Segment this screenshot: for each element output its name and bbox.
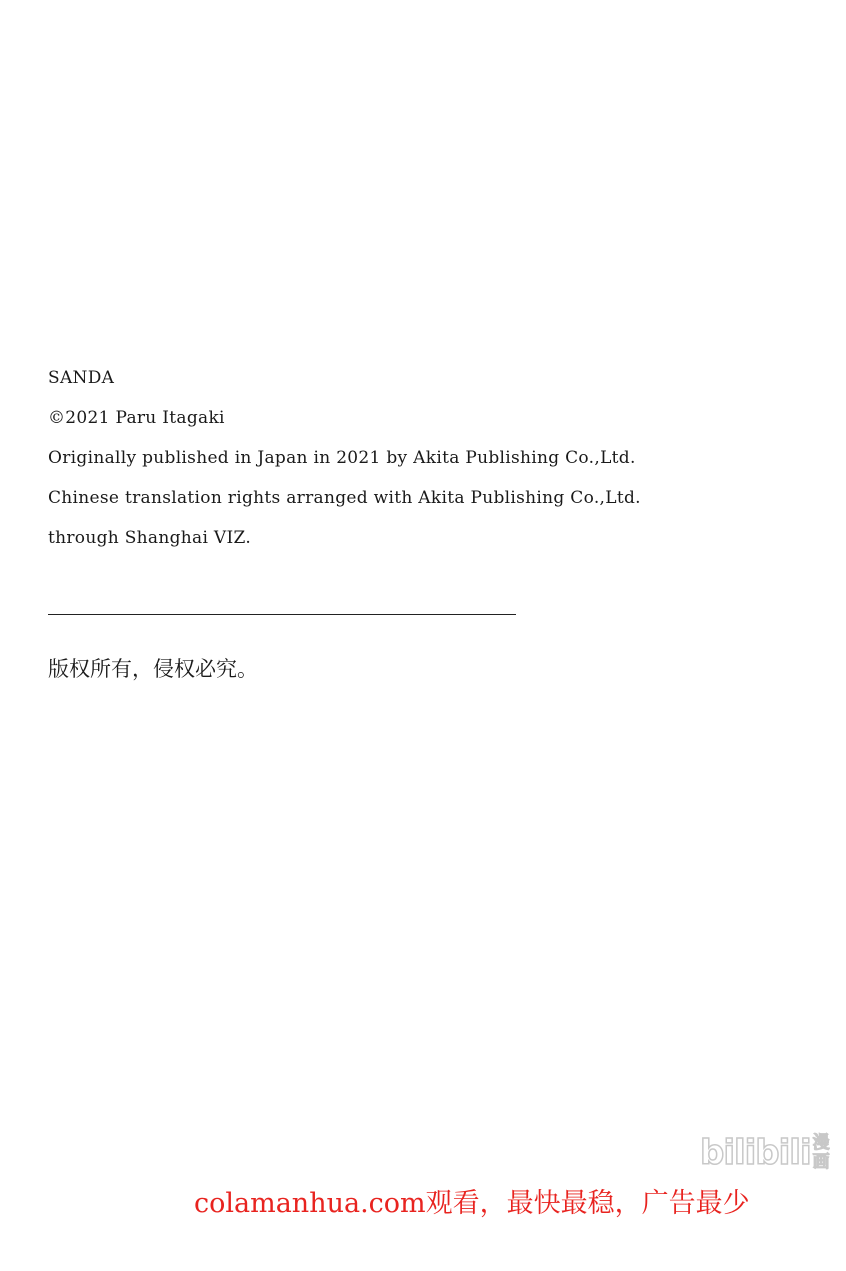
- credit-copyright: ©2021 Paru Itagaki: [48, 408, 225, 428]
- rights-notice: 版权所有，侵权必究。: [48, 657, 258, 681]
- credit-agency: through Shanghai VIZ.: [48, 528, 252, 548]
- divider-line: [48, 614, 516, 615]
- credit-title: SANDA: [48, 368, 115, 388]
- manhua-logo-mark: [813, 1134, 830, 1172]
- copyright-credits: [48, 358, 641, 558]
- bilibili-logo-word: bilibili: [700, 1133, 811, 1173]
- logo-cjk-top: 漫: [812, 1133, 830, 1153]
- bilibili-comics-logo: [700, 1130, 830, 1176]
- logo-cjk-bottom: 画: [812, 1152, 830, 1172]
- promo-banner-text: colamanhua.com观看，最快最稳，广告最少: [194, 1188, 750, 1219]
- credit-translation-rights: Chinese translation rights arranged with Akita Publishing Co.,Ltd.: [48, 488, 641, 508]
- credit-original-publication: Originally published in Japan in 2021 by Akita Publishing Co.,Ltd.: [48, 448, 636, 468]
